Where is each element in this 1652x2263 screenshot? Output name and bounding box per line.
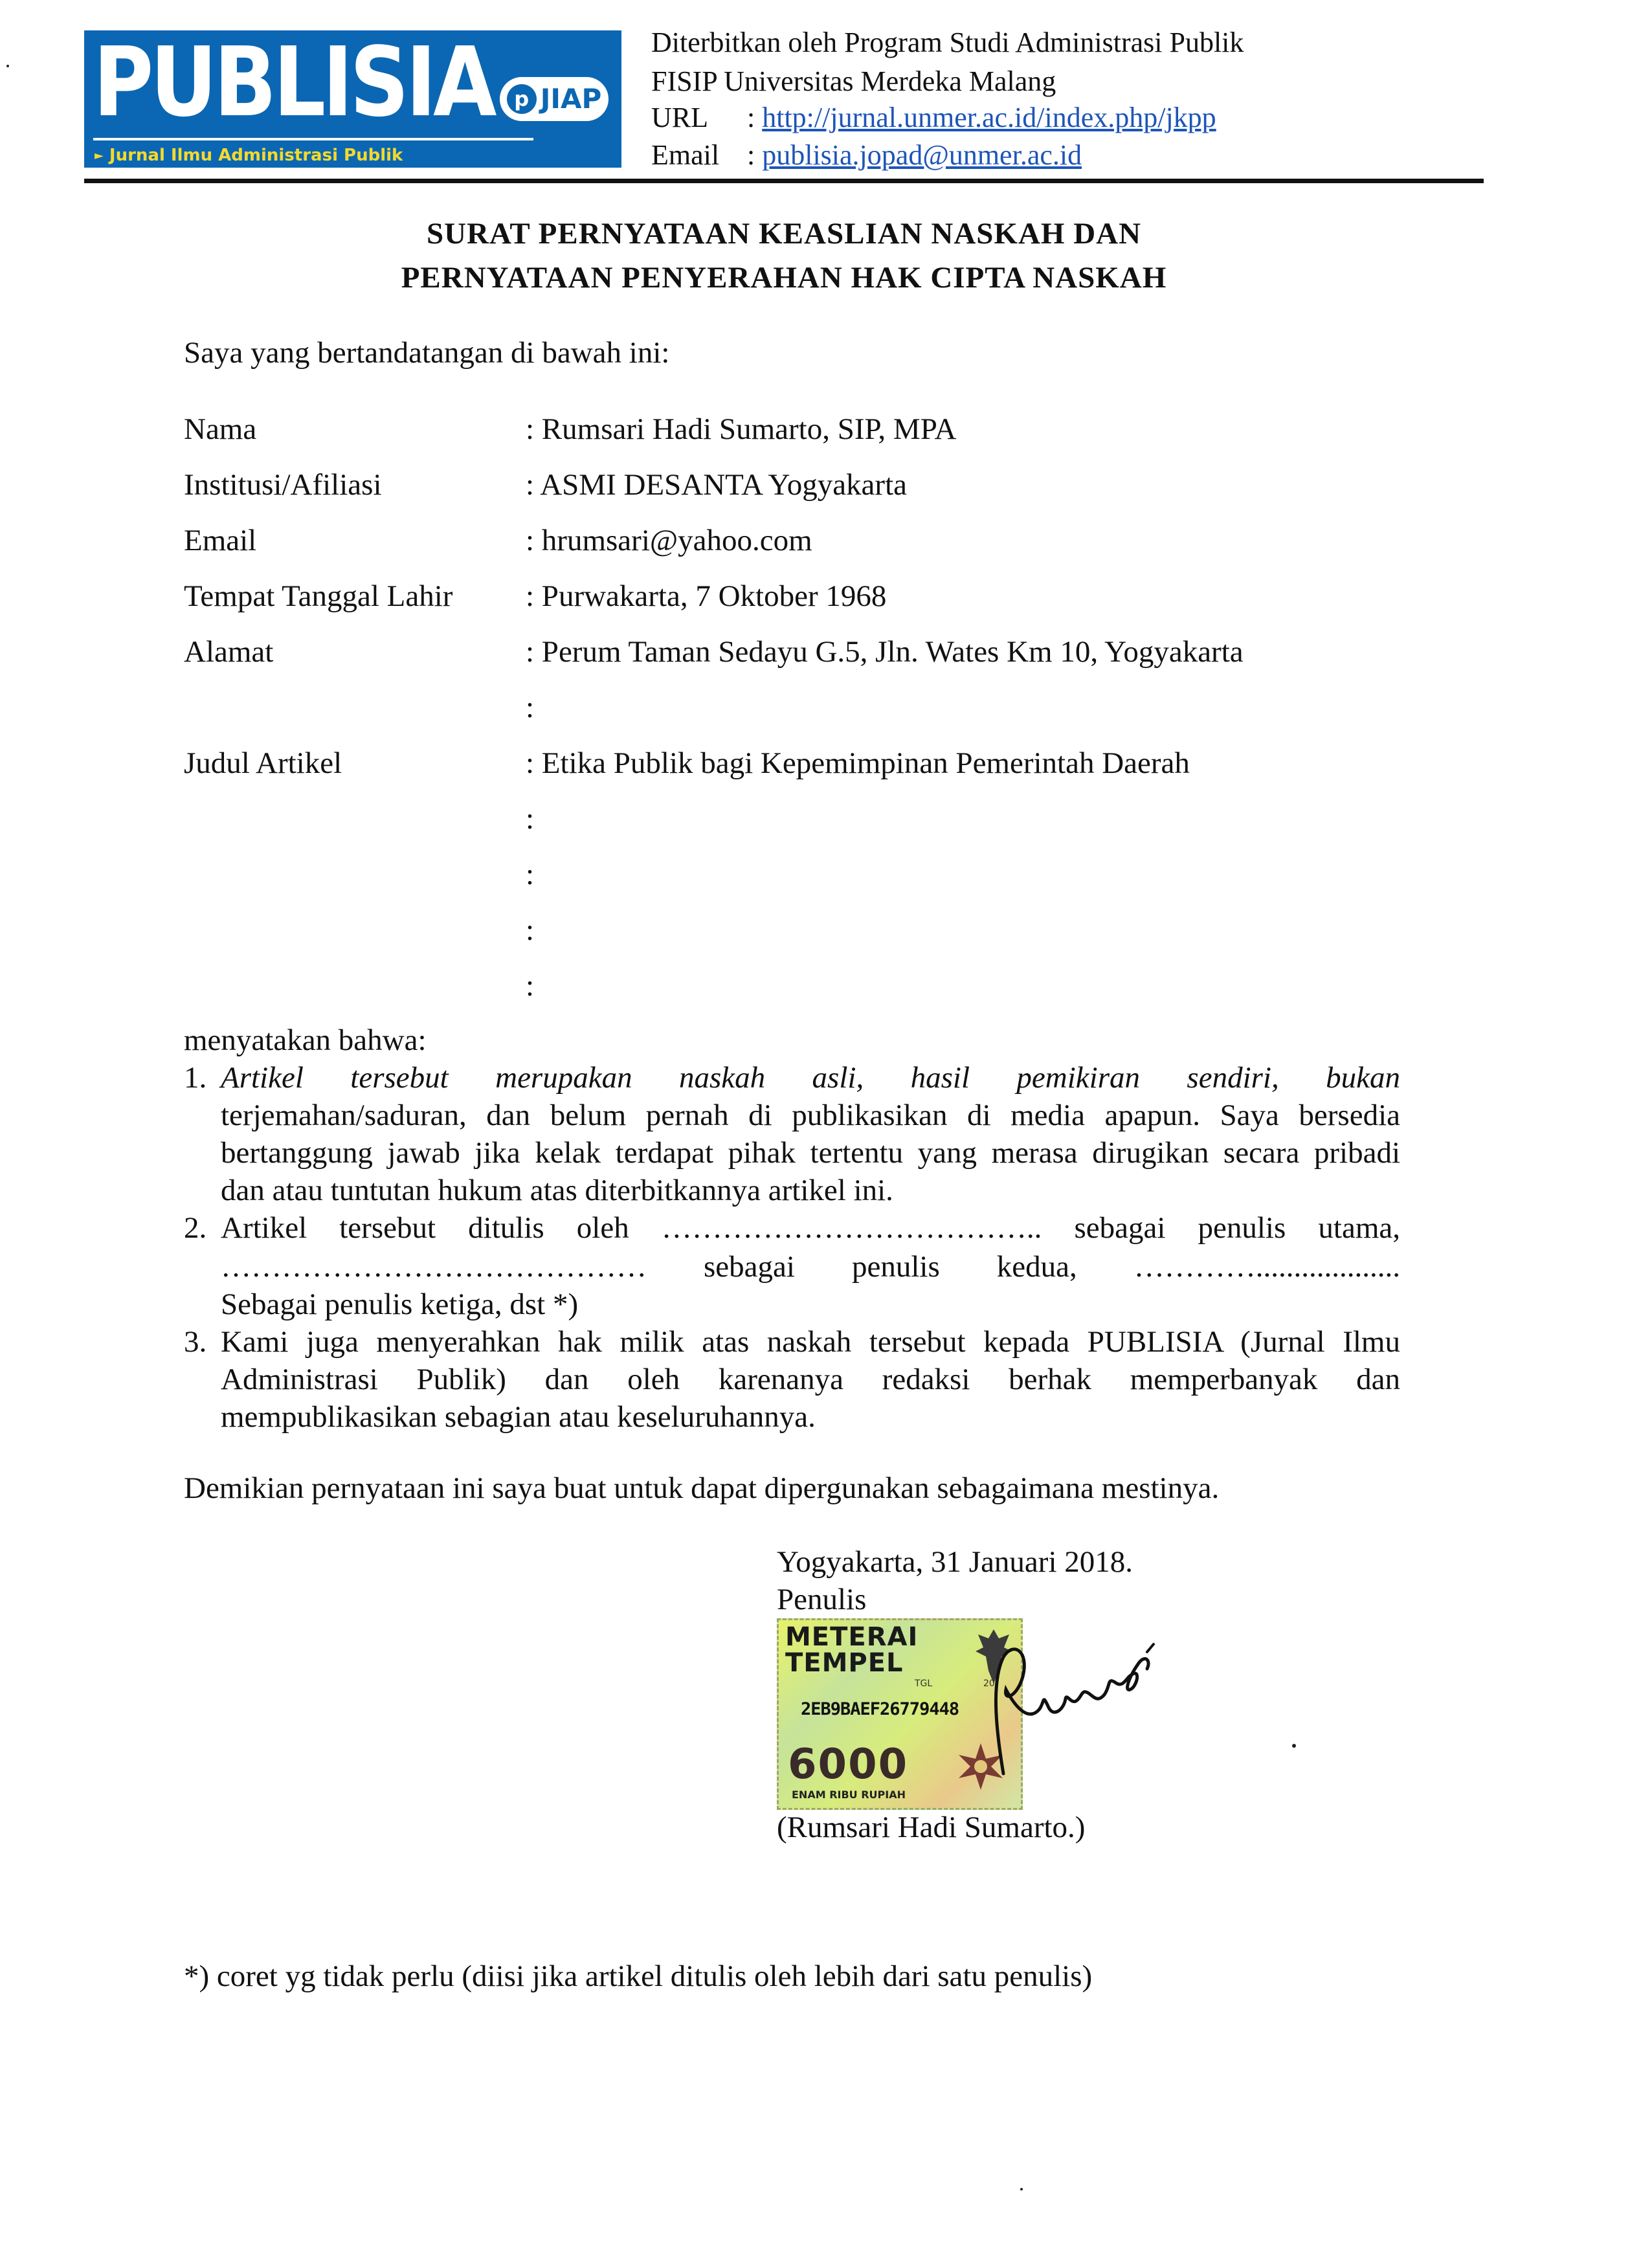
journal-email-link[interactable]: publisia.jopad@unmer.ac.id: [762, 139, 1082, 171]
email-label: Email: [651, 139, 720, 171]
publisher-line-2: FISIP Universitas Merdeka Malang: [651, 65, 1056, 97]
list-number: 3.: [184, 1325, 207, 1359]
scan-speck: [1020, 2188, 1023, 2191]
list-item-line: mempublikasikan sebagian atau keseluruhannya.: [221, 1400, 816, 1434]
field-value-alamat: : Perum Taman Sedayu G.5, Jln. Wates Km 10, Yogyakarta: [526, 635, 1244, 669]
journal-url-link[interactable]: http://jurnal.unmer.ac.id/index.php/jkpp: [762, 102, 1216, 133]
list-item-line: terjemahan/saduran, dan belum pernah di publikasikan di media apapun. Saya bersedia: [221, 1098, 1400, 1132]
list-item-line: Sebagai penulis ketiga, dst *): [221, 1288, 579, 1321]
logo-underline: [93, 138, 533, 140]
list-item-line: …………………………………… sebagai penulis kedua, …………...................: [221, 1250, 1400, 1284]
list-number: 1.: [184, 1061, 207, 1095]
email-separator: :: [747, 139, 755, 171]
field-value-nama: : Rumsari Hadi Sumarto, SIP, MPA: [526, 412, 957, 446]
handwritten-signature: [977, 1631, 1165, 1780]
jiap-p-icon: p: [507, 84, 537, 114]
list-item-line: Artikel tersebut merupakan naskah asli, hasil pemikiran sendiri, bukan: [221, 1061, 1400, 1095]
stamp-value-words: ENAM RIBU RUPIAH: [792, 1789, 906, 1801]
url-separator: :: [747, 102, 755, 133]
publisia-logo: [84, 30, 621, 168]
signer-name: (Rumsari Hadi Sumarto.): [777, 1811, 1086, 1844]
arrow-icon: ►: [95, 149, 104, 162]
logo-wordmark: PUBLISIA: [93, 30, 494, 138]
jiap-badge: p JIAP: [500, 77, 608, 121]
list-item-line: Kami juga menyerahkan hak milik atas naskah tersebut kepada PUBLISIA (Jurnal Ilmu: [221, 1325, 1400, 1359]
field-value-email: : hrumsari@yahoo.com: [526, 524, 812, 557]
list-item-line: Artikel tersebut ditulis oleh ……………………………….. sebagai penulis utama,: [221, 1211, 1400, 1245]
field-value-judul-extra: :: [526, 802, 535, 836]
place-date: Yogyakarta, 31 Januari 2018.: [777, 1545, 1133, 1579]
list-item-line: Administrasi Publik) dan oleh karenanya redaksi berhak memperbanyak dan: [221, 1363, 1400, 1396]
list-item-line: bertanggung jawab jika kelak terdapat pihak tertentu yang merasa dirugikan secara pribadi: [221, 1136, 1400, 1170]
field-label-judul: Judul Artikel: [184, 746, 342, 780]
publisher-line-1: Diterbitkan oleh Program Studi Administrasi Publik: [651, 27, 1244, 58]
stamp-date-label: TGL: [915, 1678, 933, 1689]
field-value-judul-extra: :: [526, 913, 535, 947]
list-number: 2.: [184, 1211, 207, 1245]
field-label-alamat: Alamat: [184, 635, 274, 669]
url-label: URL: [651, 102, 708, 133]
closing-statement: Demikian pernyataan ini saya buat untuk dapat dipergunakan sebagaimana mestinya.: [184, 1471, 1220, 1505]
intro-text: Saya yang bertandatangan di bawah ini:: [184, 336, 670, 370]
field-value-judul-extra: :: [526, 858, 535, 891]
field-label-institusi: Institusi/Afiliasi: [184, 468, 382, 502]
field-label-email: Email: [184, 524, 257, 557]
field-value-judul: : Etika Publik bagi Kepemimpinan Pemerintah Daerah: [526, 746, 1190, 780]
document-title-line-1: SURAT PERNYATAAN KEASLIAN NASKAH DAN: [426, 217, 1142, 251]
field-label-ttl: Tempat Tanggal Lahir: [184, 579, 453, 613]
logo-subtitle: ► Jurnal Ilmu Administrasi Publik: [95, 146, 403, 165]
field-value-institusi: : ASMI DESANTA Yogyakarta: [526, 468, 907, 502]
field-value-ttl: : Purwakarta, 7 Oktober 1968: [526, 579, 887, 613]
footnote: *) coret yg tidak perlu (diisi jika artikel ditulis oleh lebih dari satu penulis): [184, 1959, 1093, 1993]
stamp-serial: 2EB9BAEF26779448: [801, 1699, 959, 1719]
scan-speck: [6, 65, 9, 67]
field-label-nama: Nama: [184, 412, 257, 446]
header-divider: [84, 179, 1484, 183]
stamp-year-prefix: 20: [983, 1678, 995, 1689]
scan-speck: [1292, 1744, 1296, 1748]
document-title-line-2: PERNYATAAN PENYERAHAN HAK CIPTA NASKAH: [401, 261, 1167, 295]
email-row: [651, 139, 1082, 172]
signer-role: Penulis: [777, 1583, 867, 1616]
statement-intro: menyatakan bahwa:: [184, 1023, 427, 1057]
stamp-title: METERAI TEMPEL: [785, 1622, 919, 1678]
url-row: [651, 101, 1216, 134]
field-value-alamat-2: :: [526, 691, 535, 724]
field-value-judul-extra: :: [526, 969, 535, 1003]
list-item-line: dan atau tuntutan hukum atas diterbitkannya artikel ini.: [221, 1174, 893, 1207]
stamp-value: 6000: [788, 1741, 909, 1789]
